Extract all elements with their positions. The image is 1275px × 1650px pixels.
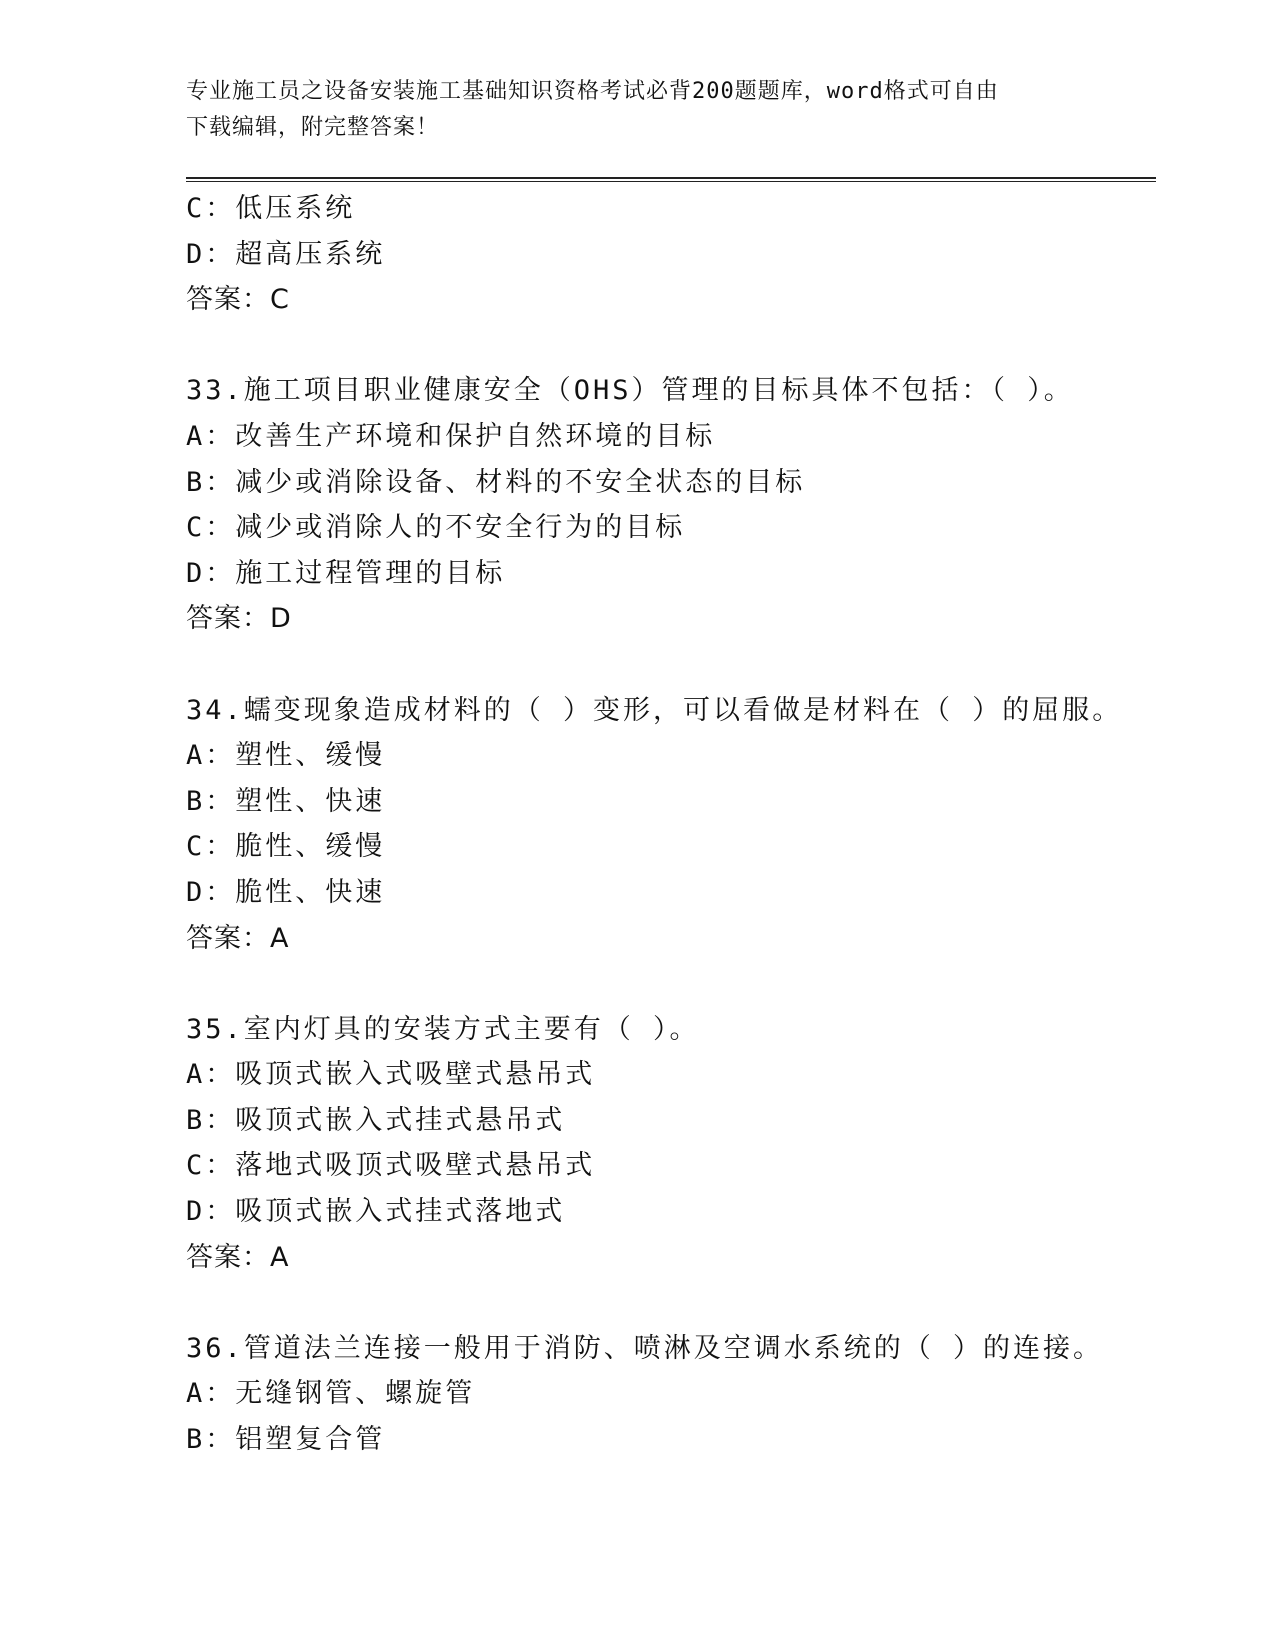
- option-b: B：铝塑复合管: [186, 1424, 386, 1456]
- header-title-line-1: 专业施工员之设备安装施工基础知识资格考试必背200题题库，word格式可自由: [186, 79, 999, 104]
- header-title-line-2: 下载编辑，附完整答案！: [186, 115, 440, 140]
- answer-line: 答案：A: [186, 1241, 290, 1273]
- option-d: D：脆性、快速: [186, 876, 386, 908]
- option-c: C：脆性、缓慢: [186, 831, 386, 863]
- question-block-36: [186, 1326, 1146, 1463]
- spacer: [186, 961, 1146, 1007]
- answer-line: 答案：D: [186, 603, 292, 635]
- option-a: A：塑性、缓慢: [186, 740, 386, 772]
- option-d: D：施工过程管理的目标: [186, 557, 506, 589]
- question-block-partial: [186, 186, 1146, 323]
- option-b: B：塑性、快速: [186, 785, 386, 817]
- answer-line: 答案：C: [186, 284, 290, 316]
- spacer: [186, 642, 1146, 688]
- spacer: [186, 1280, 1146, 1326]
- question-stem: 35.室内灯具的安装方式主要有（ ）。: [186, 1013, 700, 1045]
- question-stem: 34.蠕变现象造成材料的（ ）变形，可以看做是材料在（ ）的屈服。: [186, 694, 1123, 726]
- spacer: [186, 323, 1146, 369]
- option-a: A：改善生产环境和保护自然环境的目标: [186, 420, 716, 452]
- option-a: A：吸顶式嵌入式吸壁式悬吊式: [186, 1059, 596, 1091]
- question-stem: 33.施工项目职业健康安全（OHS）管理的目标具体不包括：（ ）。: [186, 375, 1074, 407]
- header-divider: [186, 177, 1156, 182]
- option-c: C：减少或消除人的不安全行为的目标: [186, 512, 686, 544]
- option-b: B：减少或消除设备、材料的不安全状态的目标: [186, 466, 806, 498]
- option-d: D：吸顶式嵌入式挂式落地式: [186, 1196, 566, 1228]
- question-block-34: [186, 688, 1146, 962]
- option-c: C：落地式吸顶式吸壁式悬吊式: [186, 1150, 596, 1182]
- question-block-33: [186, 368, 1146, 642]
- option-d: D：超高压系统: [186, 238, 386, 270]
- option-b: B：吸顶式嵌入式挂式悬吊式: [186, 1104, 566, 1136]
- answer-line: 答案：A: [186, 922, 290, 954]
- option-c: C：低压系统: [186, 193, 356, 224]
- document-header: [186, 74, 1086, 146]
- question-stem: 36.管道法兰连接一般用于消防、喷淋及空调水系统的（ ）的连接。: [186, 1332, 1104, 1364]
- question-block-35: [186, 1007, 1146, 1281]
- option-a: A：无缝钢管、螺旋管: [186, 1378, 476, 1410]
- question-list: [186, 186, 1146, 1463]
